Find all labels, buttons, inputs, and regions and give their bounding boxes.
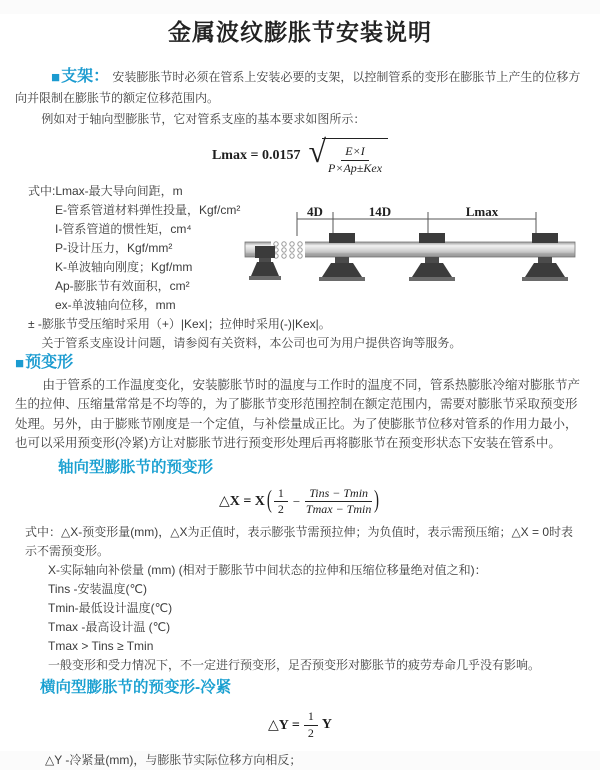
- dimension-label-4d: 4D: [307, 204, 323, 219]
- axial-line: X-实际轴向补偿量 (mm) (相对于膨胀节中间状态的拉伸和压缩位移量绝对值之和)：: [48, 563, 487, 578]
- temperature-fraction-denominator: Tmax − Tmin: [305, 502, 372, 517]
- definition-item: I-管系管道的惯性矩，cm⁴: [55, 221, 192, 236]
- axial-line: Tmin-最低设计温度(℃): [48, 601, 173, 616]
- delta-y-formula: [15, 710, 585, 741]
- support-section-heading: [51, 68, 109, 85]
- delta-y-denominator: 2: [307, 725, 314, 740]
- delta-x-formula: [15, 487, 585, 518]
- one-half-numerator: 1: [274, 487, 288, 503]
- delta-y-rhs: Y: [321, 717, 332, 733]
- bellows-icon: [271, 241, 305, 258]
- minus-operator: −: [292, 493, 301, 509]
- open-paren: (: [266, 487, 272, 515]
- lmax-formula-lhs: Lmax = 0.0157: [211, 147, 301, 163]
- temperature-fraction: [305, 487, 372, 518]
- delta-x-lhs: △X = X: [218, 494, 265, 510]
- lmax-fraction: [328, 145, 382, 176]
- pipe-support-diagram: [245, 206, 595, 301]
- document-content: [0, 14, 600, 770]
- axial-line: Tins -安装温度(℃): [48, 582, 148, 597]
- definition-item: K-单波轴向刚度；Kgf/mm: [55, 259, 193, 274]
- lateral-subsection-heading: 横向型膨胀节的预变形-冷紧: [40, 679, 232, 697]
- lmax-fraction-numerator: E×I: [341, 145, 368, 161]
- document-page: [0, 14, 600, 767]
- axial-line: Tmax > Tins ≥ Tmin: [48, 639, 154, 654]
- page-title: 金属波纹膨胀节安装说明: [168, 19, 432, 45]
- support-heading-label: 支架：: [61, 68, 110, 85]
- lmax-formula: [15, 133, 585, 176]
- dimension-label-lmax: Lmax: [465, 204, 499, 219]
- cold-pull-definition-line: △Y -冷紧量(mm)，与膨胀节实际位移方向相反；: [45, 752, 302, 767]
- predeform-paragraph: 由于管系的工作温度变化，安装膨胀节时的温度与工作时的温度不同，管系热膨胀冷缩对膨胀节产生的拉伸、压缩量常常是不均等的，为了膨胀节变形范围控制在额定范围内，需要对膨胀节采取预变形处理。另外，由于膨账节刚度是一个定值，与补偿量成正比。为了使膨胀节位移对管系的作用力最小，也可以采用预变形(冷紧)方让对膨胀节进行预变形处理后再将膨胀节在预变形状态下安装在管系中。: [15, 377, 581, 451]
- radicand: [322, 138, 388, 176]
- one-half-denominator: 2: [277, 502, 284, 517]
- radical-sign: √: [308, 133, 327, 169]
- delta-y-fraction: [304, 710, 318, 741]
- support-lead-text: 安装膨胀节时必须在管系上安装必要的支架，以控制管系的变形在膨胀节上产生的位移方向并限制在膨胀节的额定位移范围内。: [15, 70, 581, 105]
- definition-item: P-设计压力，Kgf/mm²: [55, 240, 173, 255]
- definition-item: ex-单波轴向位移，mm: [55, 297, 176, 312]
- one-half-fraction: [274, 487, 288, 518]
- support-note-line: 关于管系支座设计问题，请参阅有关资料，本公司也可为用户提供咨询等服务。: [41, 335, 462, 350]
- predeform-section-heading: [15, 354, 73, 371]
- axial-line: 式中：△X-预变形量(mm)，△X为正值时，表示膨张节需预拉伸；为负值时，表示需预压缩；△X = 0时表示不需预变形。: [25, 525, 574, 559]
- predeform-section-heading-row: [15, 353, 585, 374]
- lmax-fraction-denominator: P×Ap±Kex: [328, 160, 383, 175]
- axial-line: Tmax -最高设计温 (℃): [48, 620, 171, 635]
- definition-item: Ap-膨胀节有效面积，cm²: [55, 278, 190, 293]
- axial-definition-lines: [15, 523, 585, 675]
- section-square-icon: ■: [51, 69, 61, 86]
- temperature-fraction-numerator: Tins − Tmin: [305, 487, 372, 503]
- axial-subsection-heading: 轴向型膨胀节的预变形: [58, 458, 214, 476]
- axial-line: 一般变形和受力情况下，不一定进行预变形，足否预变形对膨胀节的疲劳寿命几乎没有影响。: [48, 658, 541, 673]
- delta-y-numerator: 1: [304, 710, 318, 726]
- definition-item: 式中:Lmax-最大导向间距，m: [28, 183, 183, 198]
- definition-item: E-管系管道材料弹性投量，Kgf/cm²: [55, 202, 241, 217]
- section-square-icon: ■: [15, 354, 25, 372]
- delta-y-lhs: △Y =: [268, 717, 300, 733]
- sqrt-radical-group: [308, 133, 388, 176]
- predeform-heading-label: 预变形: [25, 353, 74, 371]
- dimension-label-14d: 14D: [368, 204, 392, 219]
- plus-minus-rule-line: ± -膨胀节受压缩时采用（+）|Kex|；拉伸时采用(-)|Kex|。: [28, 316, 331, 331]
- support-paragraph: [15, 67, 585, 109]
- close-paren: ): [374, 487, 380, 515]
- support-example-line: 例如对于轴向型膨胀节，它对管系支座的基本要求如图所示：: [41, 112, 366, 126]
